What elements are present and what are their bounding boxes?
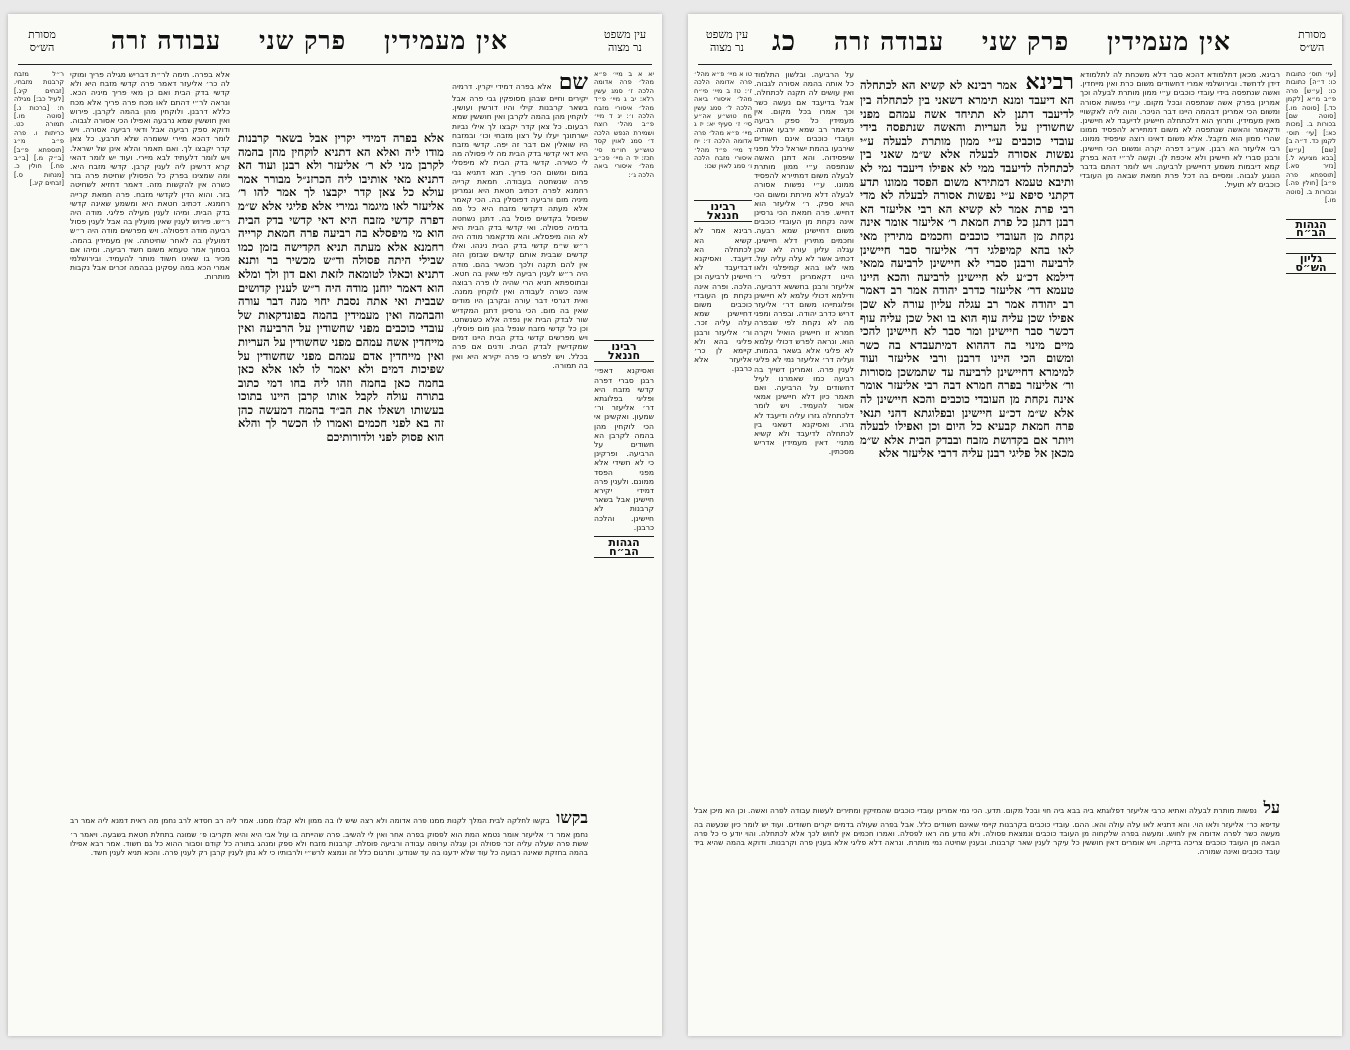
left-ein-mishpat-text: יא א ב מיי׳ פ״א מהל׳ פרה אדומה הלכה ז׳ סמג עשין רלא: יב ג מיי׳ פ״ד מהל׳ איסורי מזבח הלכה ו׳: יג ד מיי׳ פ״ב מהל׳ רוצח ושמירת הנפש הלכה ד׳ סמג לאוין קסד טוש״ע חו״מ סי׳ תכז: יד ה מיי׳ פכ״ב מהל׳ איסורי ביאה הלכה ג׳: <box>594 70 654 179</box>
right-ein-mishpat <box>694 70 752 190</box>
right-tosafot-text: רבינא. מכאן דתלמודא דהכא סבר דלא משכחת לה לתלמודא דידן לדחשד. ובירושלמי אמרי דחשודים משום כרת ואין מייחדין. ואשה שנתפסה בידי עובדי כוכבים ע״י ממון מותרת לבעלה וכך אמרינן בפרק אשה שנתפסה ובכל מקום. ע״י נפשות אסורה ומשום הכי אמרינן דבהמה היינו דבר הניכר. והוה ליה לאקשויי מאין מעמידין. ותרוץ הוא דלכתחלה חיישינן לדיעבד לא חיישינן. ודקאמר והאשה שנתפסה לא משום דמתיירא להפסיד ממונו שהרי ממון הוא מקבל. אלא משום דאינו רוצה שיפסיד ממונו. רבי אליעזר הא רבנן. אע״ג דפרה יקרה ומשום הכי חיישינן. ורבנן סברי לא חיישינן ולא איכפת לן. וקשה לר״י דהא בפרק קמא דיבמות משמע דחיישינן לרביעה. ויש לומר דהתם בדבר הנוגע לגבוה. ומסיים בה דכל פרת חמאת שבאה מן העובדי כוכבים לא תועיל. <box>1080 70 1280 190</box>
right-rashi-text: על הרביעה. ובלשון התלמוד כל אותה בהמה אסורה לגבוה. ואין עושים לה תקנה לכתחלה. אבל בדיעבד אם נעשה כשר וכך אמרו בכל מקום. אין מעמידין כל ספק רביעה כדאמר רב שמא ירבעו אותה. ועובדי כוכבים אינם חשודים שירבעו בהמת ישראל כלל מפני שיפסידוה. והא דתנן האשה שנתפסה ע״י ממון מותרת לבעלה משום דמתיירא להפסיד ממונו. ע״י נפשות אסורה לבעלה דלא מירתת ומשום הכי הויא ספק. ר׳ אליעזר הוא דחייש. פרה חמאת הכי גרסינן אינה נקחת מן העובדי כוכבים משום דחיישינן שמא רבעה. וחכמים מתירין דלא חיישינן. עגלה עליון עורה לא שכן דכתיב אשר לא עלה עליה עול. מאי לאו בהא קמיפלגי ולאו היינו דקאמרינן דפליגי ר׳ אליעזר ורבנן בחששא דרביעה. ודילמא דכולי עלמא לא חיישינן ופלוגתייהו משום דר׳ אליעזר דריש כדרב יהודה. ובפרה ומפני מה לא נקחת לפי שבפרה חמרא זו חיישינן הואיל ויקרה הוא. ונראה לפרש דכולי עלמא לא פליגי אלא בשאר בהמות. ועליה דר׳ אליעזר נמי לא פליגי לענין פרה. ואמרינן דשייך בה רביעה כמו שאמרנו לעיל דחשודים על הרביעה. ואם תאמר כיון דלא חיישינן אמאי אסור להעמיד. ויש לומר דלכתחלה גזרו עליה ודיעבד לא גזרו. ואסיקנא דשאני בין לכתחלה לדיעבד ולא קשיא מתני׳ דאין מעמידין אדריש מסכתין. <box>754 70 854 457</box>
right-head-rule <box>698 64 1332 65</box>
right-bottom-col <box>694 796 1280 1026</box>
right-running-head <box>688 26 1342 68</box>
left-chananel-col <box>594 336 654 756</box>
left-ein-mishpat <box>594 70 654 330</box>
right-main-lead: רבינא <box>1025 70 1074 95</box>
right-bottom-text: נפשות מותרת לבעלה ואתיא כרבי אליעזר דפלוגתא ביה בבא ביה חוי ובכל מקום. תדע. הכי נמי אמרינן עובדי כוכבים שהמזיקין ומתירים לעשות עבודה לפרה ואשה. וכן הא מיכן אבל עדיפא כר׳ אליעזר ולאו הוי. והא דתניא לאו עלה עולה והא. ההם. עובדי כוכבים בקרבנות קיימי שאינם חשודים כלל. אבל בפרה שעולה בדמים יקרים חשודים. ועוד יש לומר כיון שנעשה בה מעשה כשר לפרה אדומה אין לחוש. ומעשה בפרה שלקחוה מן העובד כוכבים ונמצאת פסולה. ולא נודע מה ראו לפסלה. ואמרו חכמים אין לחוש לכך אלא לכתחלה. והוי יודע כי כל פרה הבאה מן העובד כוכבים צריכה בדיקה. ויש אומרים דאין חוששין כל עיקר לענין שאר קרבנות. ובענין שחיטה נמי מותרת. ונראה דלא פליגי אלא בענין פרה וקרבנות. ודוקא בהמה שהיא ביד עובד כוכבים ואינה שמורה. <box>694 806 1280 856</box>
left-tosafot-col <box>70 70 230 800</box>
right-head-perek: פרק שני <box>981 27 1070 56</box>
right-chananel-title: רבינו חננאל <box>694 200 752 222</box>
right-masoret-col <box>1286 70 1336 970</box>
right-main-text-col <box>860 70 1074 696</box>
right-tosafot-col <box>1080 70 1280 790</box>
left-running-head <box>8 26 662 68</box>
right-rashi-col <box>754 70 854 790</box>
left-bottom-text: בקשו לחלקה לבית המלך לקנות ממנו פרה אדומה ולא רצה שיש לו בה ממון ולא קבלו ממנו. אמר ליה רב חסדא לרב נחמן מה ראית דמנא ליה אמר רב נחמן אמר ר׳ אליעזר אומר נטמא המת הוא לפסוק בפרה אחר ואין לי להשיב. פרה שהייתה בו עול אבי היא והיא תקריבו פ׳ שמונה בתחלת חטאת בשבעה. ויאמר ר׳ ששת פרה שעלה עליה זכר פסולה וכן עגלה ערופה עבודה ורביעה פוסלת. קרבנות מזבח ולא ספק ומנהג בתורה כל קודם וסבור ההוא כל גם חשוד. אמר רבא אפילו בהמה בחזקת שאינה רבועה כל עוד שלא ידענו בה עד שנודע. ותרגום כלל זה ונמצא לרש״י ולרבותיו כי לא נתן לענין קרבן רק לענין פרה. והכא תניא לענין חשד. <box>70 816 588 857</box>
left-hagahot-title: הגהות הב״ח <box>594 536 654 558</box>
left-bottom-lead: בקשו <box>556 808 588 827</box>
right-rashi-lead: על <box>1263 798 1280 817</box>
left-chananel-title: רבינו חננאל <box>594 340 654 362</box>
right-masoret-label: מסורת הש״ס <box>1298 28 1326 54</box>
left-main-text: אלא בפרה דמידי יקרין אבל בשאר קרבנות מודו ליה ואלא הא דתניא לוקחין מהן בהמה לקרבן מני לא ר׳ אליעזר ולא רבנן ועוד הא דתניא מאי אותיבו ליה הכרזנ״ל מבורר אמר עולא כל צאן קדר יקבצו לך אמר להו ר׳ אליעזר לאו מיגמר גמירי אלא פליגי אלא ש״מ דפרה קדשי מזבח היא דאי קדשי בדק הבית הוא מי מיפסלא בה רביעה פרה חמאת קרייה רחמנא אלא מעתה תניא הקדישה בזמן כמו שבילי היתה פסולה וד״ש מכשיר בר ותנא דתניא וכאלו לטומאה לזאת ואם דון ולך ומלא הוא דאמר יוחנן מודה היה ר״ש לענין קדושים שבבית ואי אתה נסבת יחוי מנה דבר עורה והבהמה ואין מעמידין בהמה בפונדקאות של עובדי כוכבים מפני שחשודין על הרביעה ואין מייחדין אשה עמהם מפני שחשודין על העריות ואין מייחדין אדם עמהם מפני שחשודין על שפיכות דמים ולא יאמר לו לאו אלא כאן בחמה כאן בחמה וזהו ליה בחו דמי כתוב בתורה עולה לקבל אותו קרבן היינו בתוכו בעשותו ושאלו את הב״ד בהמה דמעשה כהן זה בא לפני חכמים ואמרו לו הכשר לך והלא הוא פסוק לפני ולדורותיכם <box>238 132 444 445</box>
left-head-chapter: אין מעמידין <box>384 26 508 55</box>
right-gilyon-title: גליון הש״ס <box>1286 253 1336 274</box>
right-main-text: אמר רבינא לא קשיא הא לכתחלה הא דיעבד ומנא תימרא דשאני בין לכתחלה בין לדיעבד דתנן לא תתיחד אשה עמהם מפני שחשודין על העריות והאשה שנתפסה בידי עובדי כוכבים ע״י ממון מותרת לבעלה ע״י נפשות אסורה לבעלה אלא ש״מ שאני בין לכתחלה לדיעבד ממי לא אפילו דיעבד נמי לא ותיבא טעמא דמתירא משום הפסד ממונו תדע דקתני סיפא ע״י נפשות אסורה לבעלה לא מדי רבי פרת אמר לא קשיא הא רבי אליעזר הא רבנן דתנן כל פרת חמאת ר׳ אליעזר אומר אינה נקחת מן העובדי כוכבים וחכמים מתירין מאי לאו בהא קמיפלגי דר׳ אליעזר סבר חיישינן לרביעה ורבנן סברי לא חיישינן לרביעה ממאי דילמא דכ״ע לא חיישינן לרביעה והכא היינו טעמא דר׳ אליעזר כדרב יהודה אמר רב דאמר רב יהודה אמר רב עגלה עליון עורה לא שכן אפילו שכן עליה עוף הוא בו ואל שכן עליה עוף דכשר סבר חיישינן ומר סבר לא חיישינן להכי מיים מינוי בה דההוא דמיתעבדא בה כשר ומשום הכי היינו דרבנן ורבי אליעזר ועוד למימרא דחיישינן לרביעה עד שתמשכן מסורות ור׳ אליעזר בפרה חמרא דבה רבי אליעזר אומר אינה נקחת מן העובדי כוכבים והכא חיישינן לה אלא ש״מ דכ״ע חיישינן ובפלוגתא דהני תנאי פרה חמאת קבעיא כל היום וכן ואפילו לבעלה ויותר אם בקדושת מזבח ובבדק הבית אלא ש״מ מכאן אל פליגי רבנן עליה דרבי אליעזר אלא <box>860 78 1074 461</box>
right-page <box>688 14 1342 1036</box>
left-head-tractate: עבודה זרה <box>110 26 222 55</box>
left-rashi-lead: שם <box>558 70 588 95</box>
right-head-title <box>758 26 1245 57</box>
right-head-chapter: אין מעמידין <box>1106 27 1231 56</box>
right-head-tractate: עבודה זרה <box>833 27 945 56</box>
right-chananel-text: רבינא אמר לא קשיא הא לכתחלה הא דיעבד. ואסיקנא דבדיעבד לא חיישינן לרביעה וכן הלכה. ופרה אינה נקחת מן העובדי כוכבים משום דחיישינן שמא עלה עליה זכר. ור׳ אליעזר ורבנן פליגי בהא ולא קיימא לן כר׳ אליעזר אלא כרבנן. <box>694 226 752 374</box>
right-masoret-text: [עי׳ תוס׳ כתובות כו: ד״ה] כתובות כו: [ע״ש] פרה פ״ב מ״א [לקמן כד.] [סוטה מו.] [סוטה שם] בכורות ב. [מכות כא:] [עי׳ תוס׳ לקמן כד. ד״ה ב] [שם] [ע״ש] [בבא מציעא ל.] [נזיר סא.] [תוספתא פרה פ״ב] [חולין פה.] ובכורות ב. [סוטה מו.] <box>1286 70 1336 205</box>
left-masoret-col <box>14 70 64 970</box>
left-page <box>8 14 662 1036</box>
left-chananel-text: ואסיקנא דאפי׳ רבנן סברי דפרה קדשי מזבח היא ופליגי בפלוגתא דר׳ אליעזר ור׳ שמעון. ואקשינן אי הכי לוקחין מהן בהמה לקרבן הא חשודים על הרביעה. ופרקינן כי לא חשידי אלא מפני הפסד ממונם. ולענין פרה דמידי יקירא חיישינן אבל בשאר קרבנות לא חיישינן. והלכה כרבנן. <box>594 366 654 532</box>
right-chananel-col <box>694 196 752 786</box>
left-masoret-label: מסורת הש״ס <box>28 28 56 54</box>
right-ein-mishpat-text: טו א מיי׳ פ״א מהל׳ פרה אדומה הלכה ז׳: טז ב מיי׳ פי״ח מהל׳ איסורי ביאה הלכה ל׳ סמג עשין מח טוש״ע אה״ע סי׳ ז׳ סעיף יא: יז ג מיי׳ פ״א מהל׳ פרה אדומה הלכה ז׳: יח ד מיי׳ פ״ד מהל׳ איסורי מזבח הלכה ו׳ סמג לאוין שכו: <box>694 70 752 171</box>
left-masoret-text: ר״ל מזבח קרבנות מזבחי. [זבחים קיג.] [לעיל כב:] מגילה ח: [ברכות נ.] [סוטה מו.] תמורה כט. כריתות ו. פרה פ״ב מ״ג [תוספתא פ״ב] [ב״ק מ.] [ב״ב פח.] חולין כ. [מנחות ס.] [זבחים קיג.] <box>14 70 64 188</box>
right-ein-mishpat-label: עין משפט נר מצוה <box>705 28 749 54</box>
left-rashi-text: אלא בפרה דמידי יקרין. דרמיה יקירים וחיים שבהן מסופקין גבי פרה אבל בשאר קרבנות קילי והיו דורשין ועושין. לוקחין מהן בהמה לקרבן ואין חוששין שמא רבעום. כל צאן קדר יקבצו לך אילי נביות ישרתונך יעלו על רצון מזבחי וכו׳ ובמזבח היו שואלין אם דבר זה יפה. קדשי מזבח היא דאי קדשי בדק הבית מה לי פסולה מה לי כשירה. קדשי בדק הבית לא מיפסלי במום ומשום הכי פריך. תנא דתניא גבי פרה שנשחטה בעבודה. חמאת קרייה רחמנא לפרה דכתיב חטאת היא וגמרינן מיניה מום ורביעה דפוסלין בה. הכי קאמר אלא מעתה דקדשי מזבח היא כל מה שפוסל בקדשים פוסל בה. דתנן נשחטה בדמיה פסולה. ואי קדשי בדק הבית היא לא הוה מיפסלא. והא מדקאמר מודה היה ר״ש ש״מ קדשי בדק הבית נינהו. ואלו קדשים שבבית אותם קדשים שבזמן הזה אין להם תקנה ולכך מכשיר בהם. מודה היה ר״ש לענין רביעה לפי שאין בה חטא. ובתוספתא תניא הרי שהיה לו פרה רבוצה אינה כשרה לעבודה ואין לוקחין ממנה. ואית דגרסי דבר עורה ובקרבן היו מודים שאין בה מום. הכי גרסינן דתנן המקדיש שור לבדק הבית אין נפדה אלא כשנשחט. וכן כל קדשי מזבח שנפל בהן מום פוסלין. ויש מפרשים קדשי בדק הבית היינו דמים שמקדישין לבדק הבית. ודנים אם פרה בכלל. ויש לפרש כי פרה יקירא היא ואין בה תמורה. <box>452 82 588 370</box>
left-bottom-col <box>70 806 588 1026</box>
left-ein-mishpat-label: עין משפט נר מצוה <box>603 28 647 54</box>
right-head-folio: כג <box>772 26 797 57</box>
left-rashi-col <box>452 70 588 800</box>
left-head-rule <box>18 64 652 65</box>
left-head-perek: פרק שני <box>258 26 347 55</box>
left-head-title <box>97 26 522 56</box>
left-tosafot-text: אלא בפרה. תימה לר״ת דבריש מגילה פריך ומוקי לה כר׳ אליעזר דאמר פרה קדשי מזבח היא ולא קדשי בדק הבית ואם כן מאי פריך מיניה הכא. ונראה לר״י דהתם לאו מכח פרה פריך אלא מכח כללא דרבנן. ולוקחין מהן בהמה לקרבן. פירוש ואין חוששין שמא נרבעה ואפילו הכי אסורה לגבוה. ודוקא ספק רביעה אבל ודאי רביעה אסורה. ויש לומר דהכא מיירי ששמרה שלא תרבע. כל צאן קדר יקבצו לך. ואם תאמר והלא אינן של ישראל. ויש לומר דלעתיד לבא מיירי. ועוד יש לומר דהאי קרא דרשינן ליה לענין קרבן. קדשי מזבח היא. ומה שמצינו בפרק כל הפסולין שחיטת פרה בזר כשרה אין להקשות מזה. דאמר דחזיא לשחיטה בזר. והוא הדין לקדשי מזבח. פרה חמאת קרייה רחמנא. דכתיב חטאת היא ומשמע שאינה קדשי בדק הבית. ומיהו לענין מעילה פליגי. מודה היה ר״ש. פירוש לענין שאין מועלין בה אבל לענין פסול רביעה מודה דפסולה. ויש מפרשים מודה היה ר״ש דמועלין בה לאחר שחיטתה. אין מעמידין בהמה. בסמוך אמר טעמא משום חשד רביעה. ומיהו אם מכיר בו שאינו חשוד מותר להעמיד. ובירושלמי אמרי הכא במה עסקינן בבהמה זכרים אבל נקבות מותרות. <box>70 70 230 282</box>
left-main-text-col <box>238 132 444 622</box>
right-hagahot-title: הגהות הב״ח <box>1286 219 1336 240</box>
